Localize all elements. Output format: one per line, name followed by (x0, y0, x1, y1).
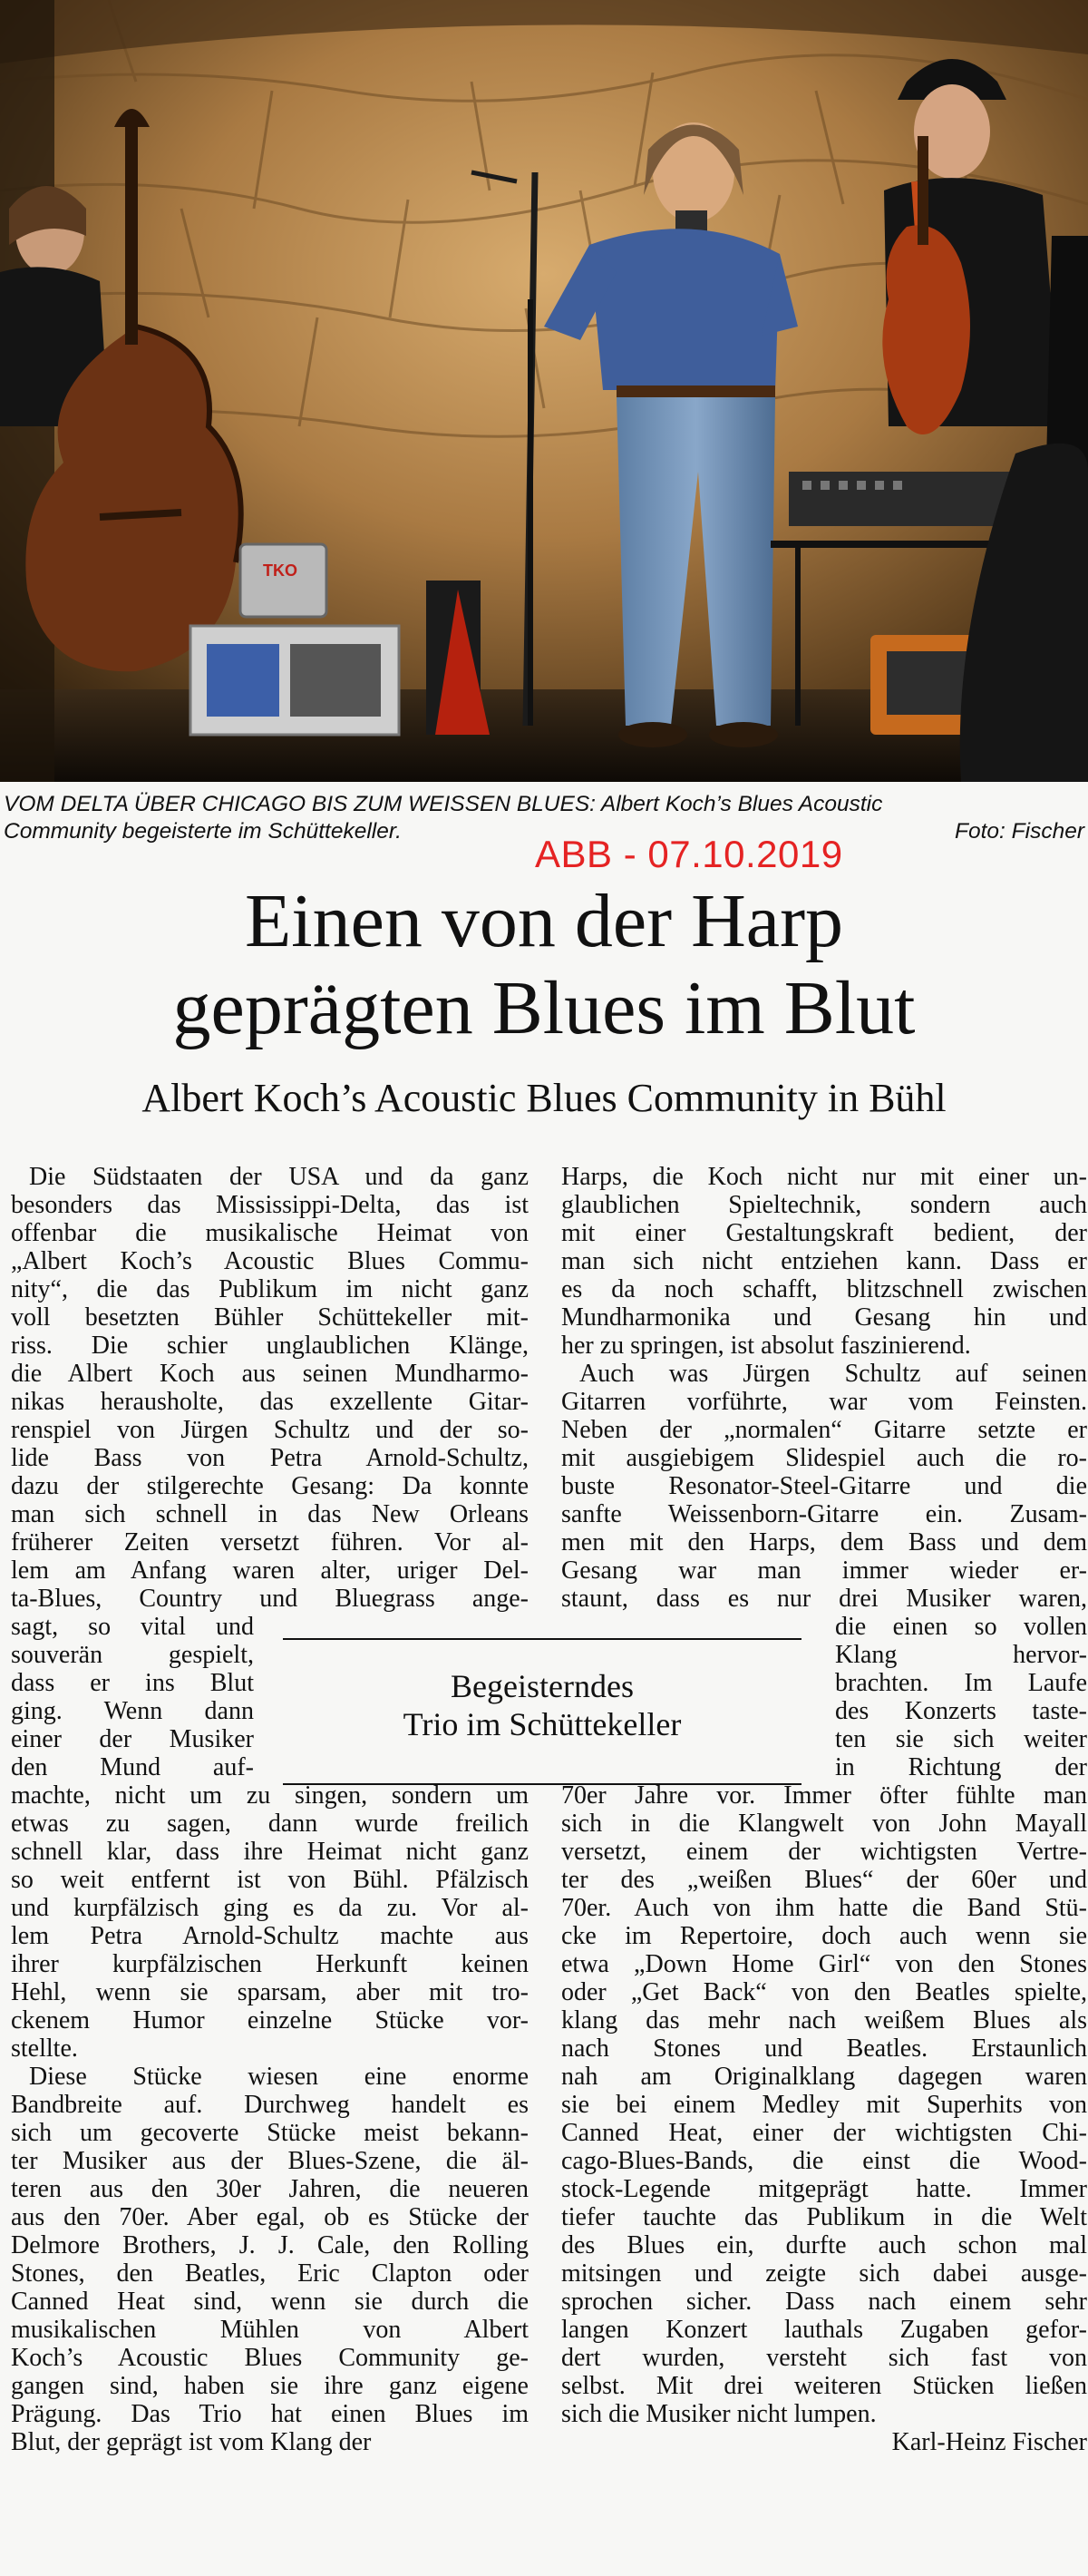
text-line: in Richtung der (835, 1753, 1087, 1781)
text-line: sich in die Klangwelt von John Mayall (561, 1810, 1087, 1838)
concert-photo-drawing (0, 0, 1088, 782)
photo-credit: Foto: Fischer (955, 819, 1084, 844)
text-line: nach Stones und Beatles. Erstaunlich (561, 2034, 1087, 2063)
text-line: sich die Musiker nicht lumpen. (561, 2400, 877, 2428)
text-line: ta-Blues, Country und Bluegrass ange- (11, 1585, 529, 1613)
text-line: man sich nicht entziehen kann. Dass er (561, 1247, 1087, 1275)
date-stamp: ABB - 07.10.2019 (535, 833, 843, 875)
text-line: staunt, dass es nur drei Musiker waren, (561, 1585, 1087, 1613)
text-line: Delmore Brothers, J. J. Cale, den Rolling (11, 2231, 529, 2259)
text-line: besonders das Mississippi-Delta, das ist (11, 1191, 529, 1219)
right-column (561, 1163, 1087, 2456)
text-line: machte, nicht um zu singen, sondern um (11, 1781, 529, 1810)
left-column (11, 1163, 529, 2456)
text-line: Blut, der geprägt ist vom Klang der (11, 2428, 372, 2456)
text-line: lide Bass von Petra Arnold-Schultz, (11, 1444, 529, 1472)
text-line: glaublichen Spieltechnik, sondern auch (561, 1191, 1087, 1219)
text-line: dert wurden, versteht sich fast von (561, 2344, 1087, 2372)
text-line: dass er ins Blut (11, 1669, 254, 1697)
text-line: Harps, die Koch nicht nur mit einer un- (561, 1163, 1087, 1191)
text-line: sie bei einem Medley mit Superhits von (561, 2091, 1087, 2119)
text-line: cago-Blues-Bands, die einst die Wood- (561, 2147, 1087, 2175)
text-line: ter des „weißen Blues“ der 60er und (561, 1866, 1087, 1894)
text-line: des Konzerts taste- (835, 1697, 1087, 1725)
amp-label: TKO (263, 561, 297, 580)
text-line: Hehl, wenn sie sparsam, aber mit tro- (11, 1978, 529, 2006)
text-line: ter Musiker aus der Blues-Szene, die äl- (11, 2147, 529, 2175)
text-line: etwas zu sagen, dann wurde freilich (11, 1810, 529, 1838)
text-line: Klang hervor- (835, 1641, 1087, 1669)
text-line: sanfte Weissenborn-Gitarre ein. Zusam- (561, 1500, 1087, 1528)
equipment-case (240, 544, 326, 617)
text-line: brachten. Im Laufe (835, 1669, 1087, 1697)
text-line: souverän gespielt, (11, 1641, 254, 1669)
text-line: sagt, so vital und (11, 1613, 254, 1641)
text-line: ckenem Humor einzelne Stücke vor- (11, 2006, 529, 2034)
text-line: schnell klar, dass ihre Heimat nicht ganz (11, 1838, 529, 1866)
text-line: teren aus den 30er Jahren, die neueren (11, 2175, 529, 2203)
text-line: Die Südstaaten der USA und da ganz (29, 1163, 529, 1191)
text-line: Prägung. Das Trio hat einen Blues im (11, 2400, 529, 2428)
text-line: mitsingen und zeigte sich dabei ausge- (561, 2259, 1087, 2288)
headline (0, 878, 1088, 1052)
text-line: Canned Heat sind, wenn sie durch die (11, 2288, 529, 2316)
pull-quote-line-1: Begeisterndes (451, 1668, 634, 1704)
text-line: nikas herausholte, das exzellente Gitar- (11, 1388, 529, 1416)
text-line: Canned Heat, einer der wichtigsten Chi- (561, 2119, 1087, 2147)
text-line: versetzt, einem der wichtigsten Vertre- (561, 1838, 1087, 1866)
text-line: her zu springen, ist absolut faszinierend. (561, 1332, 971, 1360)
text-line: ihrer kurpfälzischen Herkunft keinen (11, 1950, 529, 1978)
text-line: voll besetzten Bühler Schüttekeller mit- (11, 1303, 529, 1332)
text-line: Diese Stücke wiesen eine enorme (29, 2063, 529, 2091)
author-signature: Karl-Heinz Fischer (891, 2428, 1087, 2456)
text-line: Mundharmonika und Gesang hin und (561, 1303, 1087, 1332)
text-line: klang das mehr nach weißem Blues als (561, 2006, 1087, 2034)
text-line: buste Resonator-Steel-Gitarre und die (561, 1472, 1087, 1500)
text-line: stock-Legende mitgeprägt hatte. Immer (561, 2175, 1087, 2203)
text-line: so weit entfernt ist von Bühl. Pfälzisch (11, 1866, 529, 1894)
text-line: des Blues ein, durfte auch schon mal (561, 2231, 1087, 2259)
text-line: mit ausgiebigem Slidespiel auch die ro- (561, 1444, 1087, 1472)
text-line: früherer Zeiten versetzt führen. Vor al- (11, 1528, 529, 1556)
text-line: etwa „Down Home Girl“ von den Stones (561, 1950, 1087, 1978)
text-line: es da noch schafft, blitzschnell zwischen (561, 1275, 1087, 1303)
text-line: tiefer tauchte das Publikum in die Welt (561, 2203, 1087, 2231)
text-line: nah am Originalklang dagegen waren (561, 2063, 1087, 2091)
text-line: nity“, die das Publikum im nicht ganz (11, 1275, 529, 1303)
text-line: lem am Anfang waren alter, uriger Del- (11, 1556, 529, 1585)
text-line: sich um gecoverte Stücke meist bekann- (11, 2119, 529, 2147)
headline-line-2: geprägten Blues im Blut (172, 966, 916, 1050)
text-line: stellte. (11, 2034, 78, 2063)
text-line: Neben der „normalen“ Gitarre setzte er (561, 1416, 1087, 1444)
text-line: langen Konzert lauthals Zugaben gefor- (561, 2316, 1087, 2344)
text-line: einer der Musiker (11, 1725, 254, 1753)
pull-quote (283, 1638, 801, 1785)
caption-line-2: Community begeisterte im Schüttekeller. (4, 819, 402, 844)
text-line: lem Petra Arnold-Schultz machte aus (11, 1922, 529, 1950)
text-line: „Albert Koch’s Acoustic Blues Commu- (11, 1247, 529, 1275)
text-line: Auch was Jürgen Schultz auf seinen (579, 1360, 1087, 1388)
text-line: ten sie sich weiter (835, 1725, 1087, 1753)
text-line: man sich schnell in das New Orleans (11, 1500, 529, 1528)
text-line: dazu der stilgerechte Gesang: Da konnte (11, 1472, 529, 1500)
text-line: musikalischen Mühlen von Albert (11, 2316, 529, 2344)
headline-line-1: Einen von der Harp (244, 879, 844, 963)
text-line: die einen so vollen (835, 1613, 1087, 1641)
subheadline: Albert Koch’s Acoustic Blues Community in Bühl (141, 1076, 947, 1120)
caption-line-1: VOM DELTA ÜBER CHICAGO BIS ZUM WEISSEN BLUES: Albert Koch’s Blues Acoustic (4, 792, 883, 816)
text-line: Stones, den Beatles, Eric Clapton oder (11, 2259, 529, 2288)
text-line: men mit den Harps, dem Bass und dem (561, 1528, 1087, 1556)
text-line: Gesang war man immer wieder er- (561, 1556, 1087, 1585)
concert-photo (0, 0, 1088, 782)
text-line: 70er. Auch von ihm hatte die Band Stü- (561, 1894, 1087, 1922)
text-line: die Albert Koch aus seinen Mundharmo- (11, 1360, 529, 1388)
text-line: offenbar die musikalische Heimat von (11, 1219, 529, 1247)
text-line: Gitarren vorführte, war vom Feinsten. (561, 1388, 1087, 1416)
text-line: renspiel von Jürgen Schultz und der so- (11, 1416, 529, 1444)
text-line: mit einer Gestaltungskraft bedient, der (561, 1219, 1087, 1247)
text-line: Bandbreite auf. Durchweg handelt es (11, 2091, 529, 2119)
text-line: den Mund auf- (11, 1753, 254, 1781)
text-line: riss. Die schier unglaublichen Klänge, (11, 1332, 529, 1360)
text-line: gangen sind, haben sie ihre ganz eigene (11, 2372, 529, 2400)
text-line: sprochen sicher. Dass nach einem sehr (561, 2288, 1087, 2316)
text-line: aus den 70er. Aber egal, ob es Stücke der (11, 2203, 529, 2231)
text-line: ging. Wenn dann (11, 1697, 254, 1725)
text-line: und kurpfälzisch ging es da zu. Vor al- (11, 1894, 529, 1922)
text-line: selbst. Mit drei weiteren Stücken ließen (561, 2372, 1087, 2400)
text-line: oder „Get Back“ von den Beatles spielte, (561, 1978, 1087, 2006)
text-line: cke im Repertoire, doch auch wenn sie (561, 1922, 1087, 1950)
text-line: Koch’s Acoustic Blues Community ge- (11, 2344, 529, 2372)
pull-quote-line-2: Trio im Schüttekeller (403, 1706, 682, 1742)
text-line: 70er Jahre vor. Immer öfter fühlte man (561, 1781, 1087, 1810)
